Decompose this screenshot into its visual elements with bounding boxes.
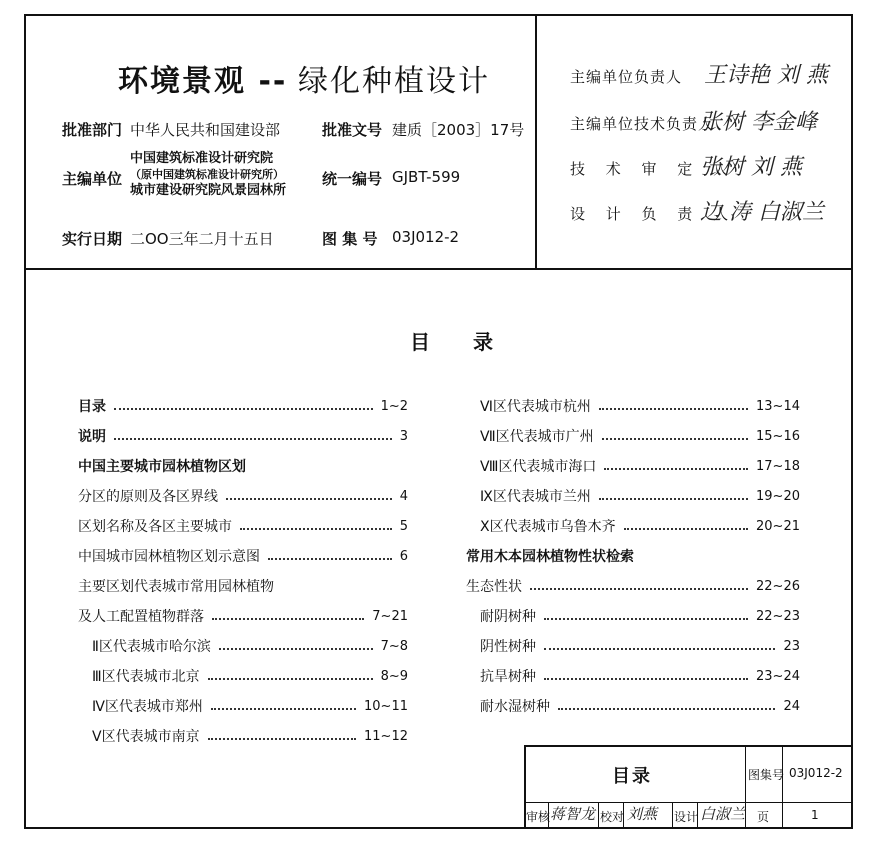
toc-entry[interactable] [480, 456, 800, 476]
title-block-div-4 [598, 802, 599, 829]
staff-signature-reviewer: 张树 刘 燕 [700, 155, 802, 180]
title-block-design-signature: 白淑兰 [700, 805, 746, 823]
toc-leader-dots [599, 498, 748, 500]
toc-entry[interactable] [480, 636, 800, 656]
toc-entry-title: Ⅶ区代表城市广州 [480, 429, 594, 445]
title-block-review-label: 审核 [526, 810, 551, 824]
header-column-divider [535, 14, 537, 269]
title-block-atlas-value: 03J012-2 [789, 766, 843, 780]
unified-number-label: 统一编号 [322, 170, 383, 188]
atlas-number-label: 图 集 号 [322, 230, 378, 248]
document-title-main: 环境景观 -- [118, 64, 288, 99]
toc-entry[interactable] [78, 546, 408, 566]
staff-label-tech-lead: 主编单位技术负责人 [570, 115, 715, 133]
toc-entry-page: 7~21 [372, 608, 408, 624]
toc-entry-title: 耐水湿树种 [480, 699, 550, 715]
header-divider [24, 268, 853, 270]
toc-entry-title: 目录 [78, 399, 106, 415]
toc-entry-page: 20~21 [756, 518, 800, 534]
staff-label-chief-editor: 主编单位负责人 [570, 68, 683, 86]
toc-entry[interactable] [78, 606, 408, 626]
toc-entry[interactable] [466, 546, 800, 566]
toc-entry-title: 中国城市园林植物区划示意图 [78, 549, 260, 565]
toc-leader-dots [604, 468, 748, 470]
toc-entry[interactable] [78, 576, 408, 596]
toc-entry[interactable] [78, 426, 408, 446]
effective-date-label: 实行日期 [62, 230, 123, 248]
toc-leader-dots [226, 498, 392, 500]
title-block-div-1 [745, 745, 746, 829]
title-block-check-label: 校对 [600, 810, 625, 824]
toc-entry-page: 23 [783, 638, 800, 654]
toc-entry-title: 区划名称及各区主要城市 [78, 519, 232, 535]
title-block-design-label: 设计 [674, 810, 699, 824]
toc-entry-title: 中国主要城市园林植物区划 [78, 459, 246, 475]
toc-entry[interactable] [480, 516, 800, 536]
toc-entry-title: 生态性状 [466, 579, 522, 595]
toc-leader-dots [114, 408, 373, 410]
toc-leader-dots [602, 438, 748, 440]
toc-entry[interactable] [78, 456, 408, 476]
title-block-atlas-label: 图集号 [748, 768, 785, 782]
toc-leader-dots [208, 738, 356, 740]
toc-entry-title: 及人工配置植物群落 [78, 609, 204, 625]
toc-entry-page: 7~8 [380, 638, 408, 654]
toc-entry-page: 23~24 [756, 668, 800, 684]
toc-entry-title: Ⅵ区代表城市杭州 [480, 399, 591, 415]
toc-entry-page: 3 [399, 428, 408, 444]
toc-entry[interactable] [92, 636, 408, 656]
toc-entry-page: 19~20 [756, 488, 800, 504]
toc-entry-page: 8~9 [380, 668, 408, 684]
toc-leader-dots [544, 678, 748, 680]
toc-leader-dots [114, 438, 392, 440]
document-title-sub: 绿化种植设计 [298, 64, 490, 99]
toc-entry[interactable] [480, 396, 800, 416]
toc-leader-dots [268, 558, 392, 560]
toc-entry-title: 常用木本园林植物性状检索 [466, 549, 634, 565]
title-block-check-signature: 刘燕 [627, 805, 658, 823]
toc-entry-title: Ⅴ区代表城市南京 [92, 729, 200, 745]
editor-unit-line2: （原中国建筑标准设计研究所） [130, 168, 284, 181]
toc-entry-page: 22~26 [756, 578, 800, 594]
toc-entry[interactable] [78, 396, 408, 416]
toc-entry[interactable] [480, 606, 800, 626]
toc-entry-page: 4 [399, 488, 408, 504]
toc-entry-title: 主要区划代表城市常用园林植物 [78, 579, 274, 595]
toc-entry-page: 11~12 [364, 728, 408, 744]
toc-entry-title: 阴性树种 [480, 639, 536, 655]
toc-entry[interactable] [480, 426, 800, 446]
toc-entry-page: 15~16 [756, 428, 800, 444]
toc-entry-page: 24 [783, 698, 800, 714]
toc-entry[interactable] [78, 486, 408, 506]
toc-entry-page: 5 [399, 518, 408, 534]
title-block-page-label: 页 [757, 810, 770, 824]
toc-entry-page: 10~11 [364, 698, 408, 714]
toc-entry-title: 分区的原则及各区界线 [78, 489, 218, 505]
staff-signature-chief-editor: 王诗艳 刘 燕 [704, 63, 828, 88]
toc-entry-title: Ⅹ区代表城市乌鲁木齐 [480, 519, 616, 535]
toc-entry-title: Ⅱ区代表城市哈尔滨 [92, 639, 211, 655]
staff-signature-design-lead: 边 涛 白淑兰 [700, 200, 824, 225]
toc-leader-dots [530, 588, 748, 590]
approval-doc-label: 批准文号 [322, 121, 383, 139]
toc-leader-dots [624, 528, 748, 530]
toc-entry-page: 13~14 [756, 398, 800, 414]
toc-entry-title: 抗旱树种 [480, 669, 536, 685]
toc-entry-page: 17~18 [756, 458, 800, 474]
toc-entry[interactable] [92, 696, 408, 716]
toc-leader-dots [599, 408, 748, 410]
title-block-div-2 [782, 745, 783, 829]
title-block-review-signature: 蒋智龙 [550, 805, 596, 823]
unified-number-value: GJBT-599 [392, 168, 461, 186]
atlas-number-value: 03J012-2 [392, 228, 460, 246]
toc-entry[interactable] [92, 726, 408, 746]
toc-entry[interactable] [480, 696, 800, 716]
title-block-page-value: 1 [811, 808, 819, 822]
toc-entry[interactable] [480, 486, 800, 506]
editor-unit-label: 主编单位 [62, 170, 123, 188]
toc-leader-dots [208, 678, 373, 680]
toc-heading: 目 录 [410, 330, 511, 354]
editor-unit-line3: 城市建设研究院风景园林所 [130, 183, 287, 198]
title-block-sheet-title: 目录 [612, 766, 652, 787]
toc-entry-page: 1~2 [380, 398, 408, 414]
toc-leader-dots [240, 528, 392, 530]
toc-entry-title: 说明 [78, 429, 106, 445]
toc-entry[interactable] [78, 516, 408, 536]
approval-doc-value: 建质［2003］17号 [392, 121, 525, 139]
toc-entry-title: 耐阴树种 [480, 609, 536, 625]
toc-entry-page: 22~23 [756, 608, 800, 624]
toc-entry-title: Ⅳ区代表城市郑州 [92, 699, 203, 715]
toc-leader-dots [544, 618, 748, 620]
title-block-div-6 [672, 802, 673, 829]
title-block-top-border [524, 745, 853, 747]
toc-leader-dots [544, 648, 775, 650]
toc-entry[interactable] [466, 576, 800, 596]
staff-signature-tech-lead: 张树 李金峰 [700, 110, 817, 135]
toc-entry-title: Ⅸ区代表城市兰州 [480, 489, 591, 505]
staff-label-reviewer: 技 术 审 定 人 [570, 160, 737, 178]
toc-leader-dots [219, 648, 373, 650]
approval-dept-label: 批准部门 [62, 121, 123, 139]
toc-leader-dots [558, 708, 775, 710]
toc-entry-title: Ⅷ区代表城市海口 [480, 459, 597, 475]
toc-entry[interactable] [480, 666, 800, 686]
toc-entry-page: 6 [399, 548, 408, 564]
effective-date-value: 二OO三年二月十五日 [130, 230, 274, 248]
toc-entry-title: Ⅲ区代表城市北京 [92, 669, 200, 685]
toc-leader-dots [211, 708, 356, 710]
toc-entry[interactable] [92, 666, 408, 686]
editor-unit-line1: 中国建筑标准设计研究院 [130, 151, 274, 166]
approval-dept-value: 中华人民共和国建设部 [130, 121, 281, 139]
staff-label-design-lead: 设 计 负 责 人 [570, 205, 737, 223]
toc-leader-dots [212, 618, 364, 620]
